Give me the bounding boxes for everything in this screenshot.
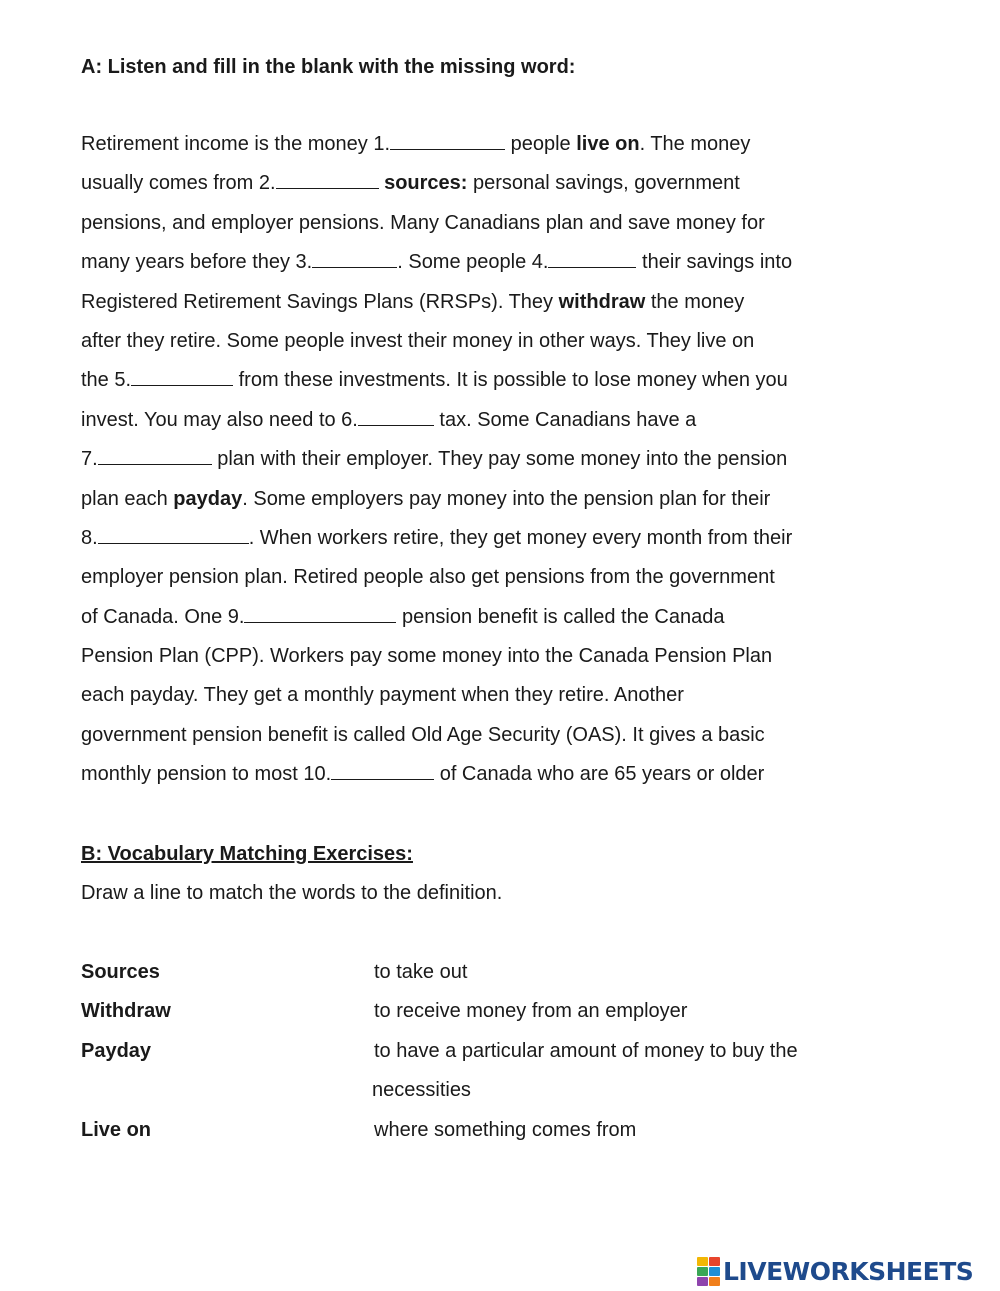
passage-line: [81, 558, 911, 597]
passage-line: [81, 243, 911, 282]
passage-text: . When workers retire, they get money every month from their: [248, 526, 793, 549]
passage-line: [81, 125, 911, 164]
vocab-definition[interactable]: to receive money from an employer: [374, 1000, 688, 1023]
passage-text: plan each: [81, 487, 174, 510]
passage-text: each payday. They get a monthly payment when they retire. Another: [81, 684, 684, 707]
passage-line: [81, 283, 911, 322]
answer-blank[interactable]: [276, 170, 379, 189]
logo-square: [709, 1267, 720, 1276]
passage-line: [81, 637, 911, 676]
passage-text: government pension benefit is called Old Age Security (OAS). It gives a basic: [81, 723, 765, 746]
passage-text: . Some people 4.: [397, 251, 549, 274]
logo-square: [697, 1277, 708, 1286]
vocab-row: [81, 1032, 911, 1071]
passage-line: [81, 716, 911, 755]
vocab-definition-continued: necessities: [372, 1079, 471, 1102]
passage-text: employer pension plan. Retired people also get pensions from the government: [81, 566, 775, 589]
passage-text: the 5.: [81, 369, 132, 392]
fill-in-passage: [81, 125, 911, 795]
section-a-heading: A: Listen and fill in the blank with the missing word:: [81, 56, 576, 78]
vocab-term[interactable]: Payday: [81, 1039, 152, 1062]
passage-text: invest. You may also need to 6.: [81, 408, 358, 431]
answer-blank[interactable]: [548, 249, 636, 268]
vocab-row: [81, 1071, 911, 1110]
passage-line: [81, 598, 911, 637]
passage-text: of Canada who are 65 years or older: [434, 763, 765, 786]
passage-line: [81, 322, 911, 361]
key-vocabulary-word: sources:: [384, 172, 468, 195]
passage-line: [81, 519, 911, 558]
answer-blank[interactable]: [331, 761, 434, 780]
answer-blank[interactable]: [358, 407, 434, 426]
vocab-definition[interactable]: to have a particular amount of money to buy the: [374, 1039, 798, 1062]
passage-text: Registered Retirement Savings Plans (RRSPs). They: [81, 290, 559, 313]
passage-text: 8.: [81, 526, 98, 549]
passage-text: Retirement income is the money 1.: [81, 133, 391, 155]
passage-text: from these investments. It is possible to lose money when you: [233, 369, 788, 392]
passage-line: [81, 361, 911, 400]
passage-text: pension benefit is called the Canada: [396, 605, 725, 628]
passage-text: tax. Some Canadians have a: [433, 408, 697, 431]
passage-line: [81, 676, 911, 715]
passage-line: [81, 440, 911, 479]
answer-blank[interactable]: [98, 525, 249, 544]
passage-line: [81, 480, 911, 519]
answer-blank[interactable]: [244, 604, 396, 623]
vocab-term[interactable]: Live on: [81, 1118, 152, 1141]
passage-line: [81, 164, 911, 203]
logo-text: LIVEWORKSHEETS: [723, 1256, 974, 1286]
passage-line: [81, 204, 911, 243]
answer-blank[interactable]: [131, 367, 233, 386]
key-vocabulary-word: payday: [173, 487, 243, 510]
key-vocabulary-word: live on: [576, 133, 640, 155]
liveworksheets-logo-icon: [697, 1257, 719, 1285]
vocab-definition[interactable]: to take out: [374, 961, 468, 983]
vocab-term[interactable]: Withdraw: [81, 1000, 171, 1023]
passage-text: people: [505, 133, 577, 155]
passage-line: [81, 755, 911, 794]
logo-square: [697, 1257, 708, 1266]
vocab-row: [81, 1111, 911, 1150]
logo-square: [709, 1277, 720, 1286]
vocab-row: [81, 953, 911, 992]
passage-text: their savings into: [636, 251, 793, 274]
passage-text: Pension Plan (CPP). Workers pay some money into the Canada Pension Plan: [81, 645, 773, 668]
passage-text: after they retire. Some people invest their money in other ways. They live on: [81, 329, 755, 352]
passage-text: . Some employers pay money into the pension plan for their: [242, 487, 771, 510]
section-b-instruction: Draw a line to match the words to the definition.: [81, 882, 503, 904]
key-vocabulary-word: withdraw: [558, 290, 646, 313]
vocab-definition[interactable]: where something comes from: [374, 1118, 637, 1141]
passage-text: 7.: [81, 448, 98, 471]
section-b-heading: B: Vocabulary Matching Exercises:: [81, 843, 413, 865]
answer-blank[interactable]: [98, 446, 212, 465]
passage-text: of Canada. One 9.: [81, 605, 245, 628]
passage-text: personal savings, government: [467, 172, 740, 195]
answer-blank[interactable]: [312, 249, 397, 268]
logo-square: [709, 1257, 720, 1266]
passage-text: pensions, and employer pensions. Many Canadians plan and save money for: [81, 211, 765, 234]
vocab-term[interactable]: Sources: [81, 961, 160, 983]
logo-square: [697, 1267, 708, 1276]
vocab-row: [81, 992, 911, 1031]
passage-text: monthly pension to most 10.: [81, 763, 332, 786]
passage-line: [81, 401, 911, 440]
answer-blank[interactable]: [390, 131, 505, 150]
passage-text: . The money: [639, 133, 751, 155]
passage-text: usually comes from 2.: [81, 172, 276, 195]
passage-text: the money: [645, 290, 745, 313]
passage-text: plan with their employer. They pay some money into the pension: [211, 448, 788, 471]
liveworksheets-logo: [697, 1255, 973, 1287]
passage-text: many years before they 3.: [81, 251, 313, 274]
vocabulary-matching-list: [81, 953, 911, 1150]
